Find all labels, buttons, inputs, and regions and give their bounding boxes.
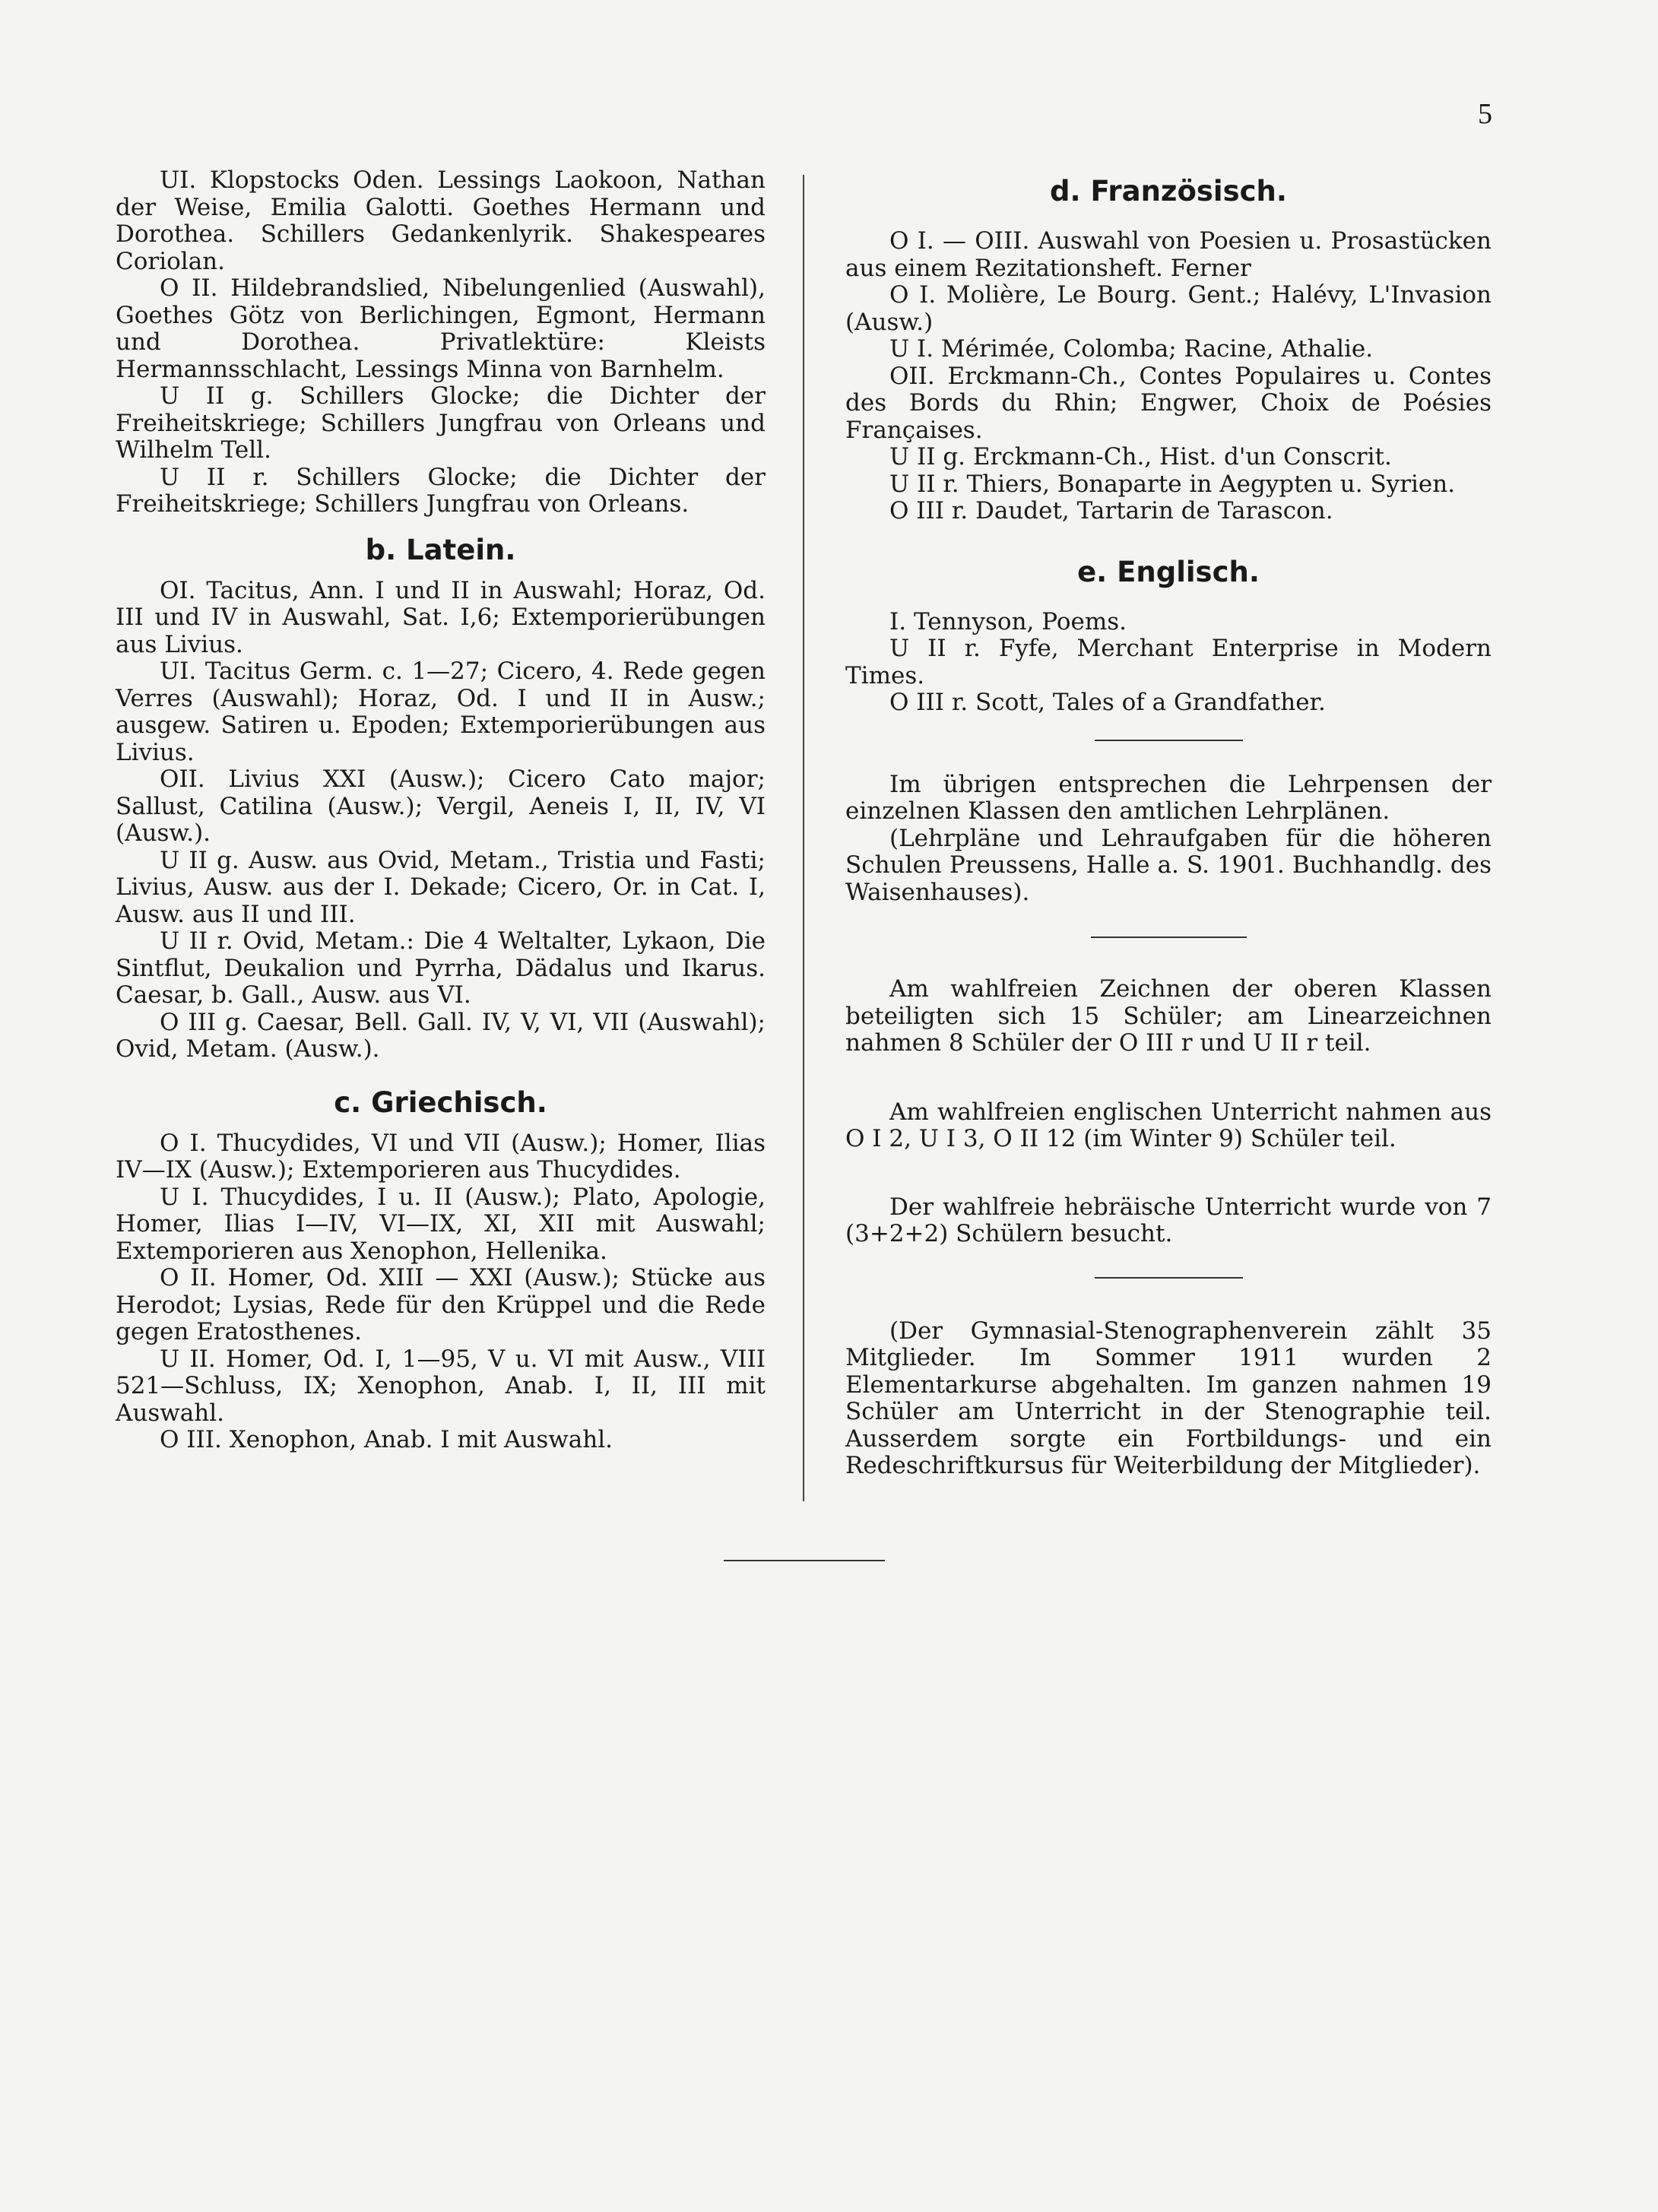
paragraph-deutsch-ui: UI. Klopstocks Oden. Lessings Laokoon, Nathan der Weise, Emilia Galotti. Goethes Hermann und Dorothea. Schillers Gedankenlyrik. Shakespeares Coriolan. bbox=[116, 166, 766, 275]
right-column bbox=[845, 167, 1492, 1480]
paragraph-franz-uiir: U II r. Thiers, Bonaparte in Aegypten u. Syrien. bbox=[889, 470, 1456, 498]
paragraph-franz-oi-oiii: O I. — OIII. Auswahl von Poesien u. Prosastücken aus einem Rezitationsheft. Ferner bbox=[845, 227, 1492, 282]
paragraph-engl-uiir: U II r. Fyfe, Merchant Enterprise in Modern Times. bbox=[845, 635, 1492, 689]
paragraph-latein-oii: OII. Livius XXI (Ausw.); Cicero Cato major; Sallust, Catilina (Ausw.); Vergil, Aeneis I, II, IV, VI (Ausw.). bbox=[116, 765, 766, 847]
paragraph-lehrplaene: (Lehrpläne und Lehraufgaben für die höheren Schulen Preussens, Halle a. S. 1901. Buchhandlg. des Waisenhauses). bbox=[845, 824, 1492, 906]
paragraph-latein-uiig: U II g. Ausw. aus Ovid, Metam., Tristia und Fasti; Livius, Ausw. aus der I. Dekade; Cicero, Or. in Cat. I, Ausw. aus II und III. bbox=[116, 846, 766, 928]
paragraph-engl-oiiir: O III r. Scott, Tales of a Grandfather. bbox=[889, 689, 1326, 716]
section-rule bbox=[1095, 740, 1243, 741]
paragraph-griechisch-uii: U II. Homer, Od. I, 1—95, V u. VI mit Ausw., VIII 521—Schluss, IX; Xenophon, Anab. I, II, III mit Auswahl. bbox=[116, 1345, 766, 1427]
paragraph-griechisch-oiii: O III. Xenophon, Anab. I mit Auswahl. bbox=[160, 1426, 613, 1453]
heading-englisch: e. Englisch. bbox=[1077, 555, 1260, 588]
paragraph-deutsch-uiig: U II g. Schillers Glocke; die Dichter der Freiheitskriege; Schillers Jungfrau von Orleans und Wilhelm Tell. bbox=[116, 382, 766, 464]
paragraph-franz-uiig: U II g. Erckmann-Ch., Hist. d'un Conscrit. bbox=[889, 443, 1392, 471]
paragraph-englischer-unterricht: Am wahlfreien englischen Unterricht nahmen aus O I 2, U I 3, O II 12 (im Winter 9) Schüler teil. bbox=[845, 1098, 1492, 1152]
column-divider bbox=[803, 175, 804, 1501]
paragraph-franz-oi: O I. Molière, Le Bourg. Gent.; Halévy, L'Invasion (Ausw.) bbox=[845, 281, 1492, 336]
section-rule bbox=[1091, 936, 1247, 938]
section-rule bbox=[1095, 1277, 1243, 1279]
paragraph-franz-oii: OII. Erckmann-Ch., Contes Populaires u. Contes des Bords du Rhin; Engwer, Choix de Poésies Françaises. bbox=[845, 362, 1492, 444]
paragraph-latein-uiir: U II r. Ovid, Metam.: Die 4 Weltalter, Lykaon, Die Sintflut, Deukalion und Pyrrha, Dädalus und Ikarus. Caesar, b. Gall., Ausw. aus VI. bbox=[116, 927, 766, 1009]
paragraph-zeichnen: Am wahlfreien Zeichnen der oberen Klassen beteiligten sich 15 Schüler; am Linearzeichnen nahmen 8 Schüler der O III r und U II r teil. bbox=[845, 975, 1492, 1057]
paragraph-griechisch-ui: U I. Thucydides, I u. II (Ausw.); Plato, Apologie, Homer, Ilias I—IV, VI—IX, XI, XII mit Auswahl; Extemporieren aus Xenophon, Hellenika. bbox=[116, 1183, 766, 1265]
page-number: 5 bbox=[1478, 98, 1492, 130]
paragraph-stenographen: (Der Gymnasial-Stenographenverein zählt 35 Mitglieder. Im Sommer 1911 wurden 2 Elementarkurse abgehalten. Im ganzen nahmen 19 Schüler am Unterricht in der Stenographie teil. Ausserdem sorgte ein Fortbildungs- und ein Redeschriftkursus für Weiterbildung der Mitglieder). bbox=[845, 1317, 1492, 1479]
paragraph-engl-i: I. Tennyson, Poems. bbox=[889, 607, 1127, 635]
left-column bbox=[116, 167, 766, 1454]
paragraph-hebraeisch: Der wahlfreie hebräische Unterricht wurde von 7 (3+2+2) Schülern besucht. bbox=[845, 1193, 1492, 1247]
page-end-rule bbox=[724, 1560, 885, 1561]
heading-latein: b. Latein. bbox=[365, 533, 516, 566]
heading-griechisch: c. Griechisch. bbox=[334, 1085, 547, 1119]
paragraph-franz-ui: U I. Mérimée, Colomba; Racine, Athalie. bbox=[889, 335, 1374, 363]
heading-franzoesisch: d. Französisch. bbox=[1050, 175, 1287, 208]
paragraph-franz-oiiir: O III r. Daudet, Tartarin de Tarascon. bbox=[889, 497, 1333, 524]
paragraph-deutsch-uiir: U II r. Schillers Glocke; die Dichter der Freiheitskriege; Schillers Jungfrau von Orleans. bbox=[116, 463, 766, 518]
paragraph-griechisch-oi: O I. Thucydides, VI und VII (Ausw.); Homer, Ilias IV—IX (Ausw.); Extemporieren aus Thucydides. bbox=[116, 1129, 766, 1184]
paragraph-latein-ui: UI. Tacitus Germ. c. 1—27; Cicero, 4. Rede gegen Verres (Auswahl); Horaz, Od. I und II in Ausw.; ausgew. Satiren u. Epoden; Extemporierübungen aus Livius. bbox=[116, 658, 766, 766]
paragraph-deutsch-oii: O II. Hildebrandslied, Nibelungenlied (Auswahl), Goethes Götz von Berlichingen, Egmont, Hermann und Dorothea. Privatlektüre: Kleists Hermannsschlacht, Lessings Minna von Barnhelm. bbox=[116, 274, 766, 383]
paragraph-latein-oi: OI. Tacitus, Ann. I und II in Auswahl; Horaz, Od. III und IV in Auswahl, Sat. I,6; Extemporierübungen aus Livius. bbox=[116, 576, 766, 658]
paragraph-lehrpensen: Im übrigen entsprechen die Lehrpensen der einzelnen Klassen den amtlichen Lehrplänen. bbox=[845, 770, 1492, 825]
paragraph-griechisch-oii: O II. Homer, Od. XIII — XXI (Ausw.); Stücke aus Herodot; Lysias, Rede für den Krüppel und die Rede gegen Eratosthenes. bbox=[116, 1264, 766, 1345]
paragraph-latein-oiiig: O III g. Caesar, Bell. Gall. IV, V, VI, VII (Auswahl); Ovid, Metam. (Ausw.). bbox=[116, 1008, 766, 1063]
